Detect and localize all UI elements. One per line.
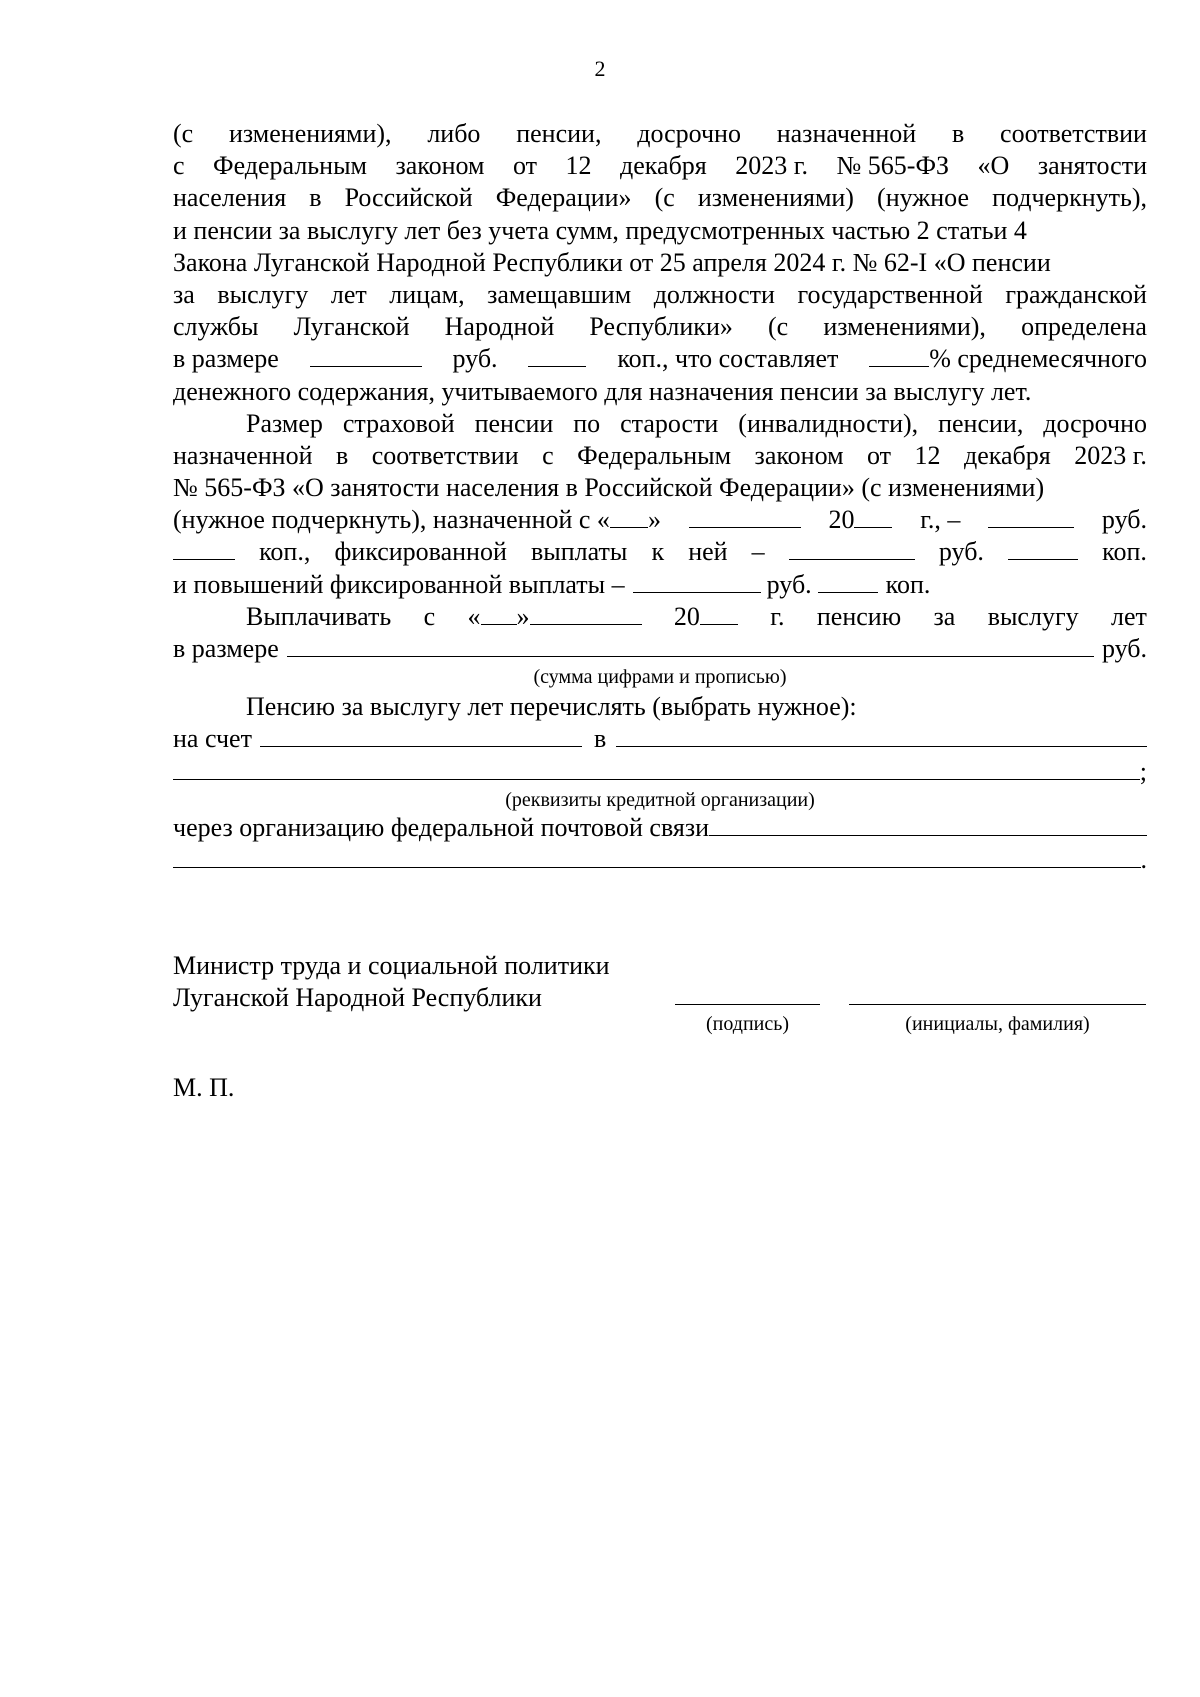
label-from: с bbox=[423, 601, 436, 631]
word: от bbox=[867, 440, 892, 470]
word: либо bbox=[427, 119, 481, 148]
bank-details-blank[interactable] bbox=[173, 757, 1140, 780]
label-service: выслугу bbox=[987, 601, 1079, 631]
paragraph-payout bbox=[173, 601, 1147, 689]
label-rub: руб. bbox=[766, 569, 812, 599]
word: лицам, bbox=[389, 279, 465, 309]
label-it: ней bbox=[688, 537, 728, 567]
word: законом bbox=[395, 151, 485, 181]
text-line bbox=[173, 279, 1147, 311]
word: с bbox=[542, 440, 554, 470]
word: лет bbox=[330, 279, 367, 309]
text-line bbox=[173, 182, 1147, 214]
word: (инвалидности), bbox=[738, 408, 919, 438]
paragraph-insurance-pension bbox=[173, 408, 1147, 601]
text-line-payout-date bbox=[173, 601, 1147, 633]
label-kop-makes: коп., что составляет bbox=[617, 344, 839, 374]
month-blank[interactable] bbox=[530, 602, 642, 625]
label-payment: выплаты bbox=[530, 537, 628, 567]
word: по bbox=[573, 408, 601, 438]
word: выслугу bbox=[217, 279, 309, 309]
label-increases: и повышений фиксированной выплаты – bbox=[173, 569, 625, 599]
label-quote-close: » bbox=[647, 505, 661, 535]
label-dash: – bbox=[751, 537, 765, 567]
account-number-blank[interactable] bbox=[260, 724, 582, 747]
word: старости bbox=[620, 408, 719, 438]
signature-caption: (подпись) bbox=[705, 1013, 790, 1035]
word: Федеральным bbox=[577, 440, 732, 470]
word: Федерации» bbox=[495, 183, 632, 213]
word: «О bbox=[977, 151, 1010, 181]
rub-blank[interactable] bbox=[988, 505, 1074, 528]
word: 12 bbox=[565, 151, 592, 181]
word: 2023 г. bbox=[1074, 440, 1147, 470]
text-line bbox=[173, 118, 1147, 150]
word: Республики» bbox=[589, 312, 733, 342]
year-blank[interactable] bbox=[700, 602, 738, 625]
text-line bbox=[173, 150, 1147, 182]
paragraph-transfer bbox=[173, 691, 1147, 876]
document-body bbox=[173, 118, 1147, 876]
word: (нужное bbox=[877, 183, 969, 213]
label-rub: руб. bbox=[452, 344, 498, 374]
label-period: . bbox=[1140, 844, 1147, 874]
word: изменениями), bbox=[823, 312, 986, 342]
word: населения bbox=[173, 183, 287, 213]
word: изменениями) bbox=[697, 183, 854, 213]
word: законом bbox=[754, 440, 844, 470]
month-blank[interactable] bbox=[689, 505, 801, 528]
text-line-content bbox=[246, 408, 1147, 440]
text-line-post bbox=[173, 812, 1147, 844]
label-year: г. bbox=[770, 601, 785, 631]
bank-name-blank[interactable] bbox=[616, 724, 1147, 747]
text-line-account bbox=[173, 723, 1147, 755]
word: замещавшим bbox=[487, 279, 632, 309]
fixed-kop-blank[interactable] bbox=[1008, 537, 1078, 560]
amount-blank[interactable] bbox=[287, 634, 1094, 657]
amount-caption: (сумма цифрами и прописью) bbox=[533, 666, 787, 689]
word: пенсии, bbox=[938, 408, 1024, 438]
label-kop: коп., bbox=[259, 537, 311, 567]
label-year-dash: г., – bbox=[920, 505, 961, 535]
stamp-place-mark: М. П. bbox=[173, 1073, 235, 1102]
label-kop: коп. bbox=[1102, 537, 1147, 567]
signatory-title-line2: Луганской Народной Республики bbox=[173, 983, 542, 1012]
bank-caption: (реквизиты кредитной организации) bbox=[505, 788, 815, 811]
word: соответствии bbox=[371, 440, 519, 470]
text-line bbox=[173, 691, 1147, 723]
text-line bbox=[173, 376, 1147, 408]
text-line-fixed-payment bbox=[173, 536, 1147, 568]
word: соответствии bbox=[1000, 119, 1147, 148]
text-line bbox=[173, 472, 1147, 504]
word: занятости bbox=[1037, 151, 1147, 181]
word: в bbox=[951, 119, 965, 148]
day-blank[interactable] bbox=[481, 602, 517, 625]
text-line-amount bbox=[173, 343, 1147, 375]
word: службы bbox=[173, 312, 259, 342]
word: декабря bbox=[963, 440, 1051, 470]
increase-rub-blank[interactable] bbox=[633, 570, 761, 593]
label-fixed: фиксированной bbox=[334, 537, 507, 567]
word: от bbox=[513, 151, 538, 181]
word: 12 bbox=[914, 440, 941, 470]
paragraph-pension-continuation bbox=[173, 118, 1147, 408]
label-rub: руб. bbox=[1101, 634, 1147, 663]
word: Размер bbox=[246, 408, 323, 438]
text-line-content: Пенсию за выслугу лет перечислять (выбрать нужное): bbox=[246, 692, 857, 722]
word: в bbox=[309, 183, 322, 213]
label-percent: % среднемесячного bbox=[929, 344, 1147, 374]
percent-blank[interactable] bbox=[869, 344, 929, 367]
word: в bbox=[335, 440, 349, 470]
label-pay: Выплачивать bbox=[246, 601, 392, 631]
text-line-content: денежного содержания, учитываемого для назначения пенсии за выслугу лет. bbox=[173, 376, 1032, 406]
word: (с bbox=[654, 183, 675, 213]
label-rub: руб. bbox=[938, 537, 984, 567]
label-in-amount: в размере bbox=[173, 344, 279, 374]
word: пенсии bbox=[474, 408, 554, 438]
label-semicolon: ; bbox=[1139, 756, 1147, 786]
label-years: лет bbox=[1111, 601, 1147, 631]
label-year-prefix: 20 bbox=[673, 601, 700, 631]
word: подчеркнуть), bbox=[992, 183, 1147, 213]
text-line-bank-details bbox=[173, 756, 1147, 788]
word: досрочно bbox=[637, 119, 741, 148]
text-line-increase bbox=[173, 569, 1147, 601]
word: государственной bbox=[797, 279, 983, 309]
text-line bbox=[173, 215, 1147, 247]
kop-blank[interactable] bbox=[173, 537, 235, 560]
year-blank[interactable] bbox=[854, 505, 892, 528]
word: пенсии, bbox=[516, 119, 602, 148]
increase-kop-blank[interactable] bbox=[818, 570, 878, 593]
word: Российской bbox=[344, 183, 473, 213]
word: Луганской bbox=[293, 312, 410, 342]
word: Федеральным bbox=[213, 151, 367, 181]
label-to: к bbox=[651, 537, 665, 567]
label-to-account: на счет bbox=[173, 724, 252, 754]
label-quote-close: » bbox=[516, 601, 530, 631]
post-office-blank[interactable] bbox=[709, 813, 1147, 836]
signatory-title-line1: Министр труда и социальной политики bbox=[173, 951, 610, 980]
kop-blank[interactable] bbox=[528, 344, 586, 367]
word: должности bbox=[653, 279, 775, 309]
label-year-prefix: 20 bbox=[828, 505, 855, 535]
word: № 565-ФЗ bbox=[836, 151, 950, 181]
fixed-rub-blank[interactable] bbox=[789, 537, 915, 560]
text-line bbox=[173, 440, 1147, 472]
word: страховой bbox=[342, 408, 455, 438]
word: (с bbox=[768, 312, 789, 342]
label-pension: пенсию bbox=[816, 601, 902, 631]
name-caption: (инициалы, фамилия) bbox=[905, 1013, 1090, 1035]
word: с bbox=[173, 151, 185, 181]
word: Народной bbox=[444, 312, 555, 342]
word: 2023 г. bbox=[735, 151, 808, 181]
text-line bbox=[173, 247, 1147, 279]
name-blank[interactable] bbox=[849, 1004, 1146, 1005]
word: декабря bbox=[620, 151, 707, 181]
rub-blank[interactable] bbox=[310, 344, 422, 367]
word: изменениями), bbox=[228, 119, 392, 148]
signature-blank[interactable] bbox=[675, 1004, 820, 1005]
post-office-details-blank[interactable] bbox=[173, 845, 1141, 868]
text-line-content: № 565-ФЗ «О занятости населения в Российской Федерации» (с изменениями) bbox=[173, 473, 1045, 503]
text-line bbox=[173, 311, 1147, 343]
label-rub: руб. bbox=[1101, 505, 1147, 535]
word: назначенной bbox=[776, 119, 917, 148]
label-kop: коп. bbox=[885, 569, 931, 599]
text-line-content: и пенсии за выслугу лет без учета сумм, предусмотренных частью 2 статьи 4 bbox=[173, 215, 1027, 245]
label-in-amount: в размере bbox=[173, 634, 279, 663]
label-assigned-from: (нужное подчеркнуть), назначенной с « bbox=[173, 505, 610, 535]
word: определена bbox=[1021, 312, 1147, 342]
day-blank[interactable] bbox=[610, 505, 648, 528]
word: досрочно bbox=[1043, 408, 1147, 438]
word: назначенной bbox=[173, 440, 313, 470]
label-in: в bbox=[593, 724, 607, 754]
word: за bbox=[173, 279, 195, 309]
text-line-content: Закона Луганской Народной Республики от 25 апреля 2024 г. № 62-I «О пенсии bbox=[173, 247, 1051, 277]
word: гражданской bbox=[1005, 279, 1147, 309]
page-number: 2 bbox=[594, 56, 606, 81]
label-post-office: через организацию федеральной почтовой связи bbox=[173, 812, 710, 842]
text-line bbox=[173, 408, 1147, 440]
text-line-payout-amount bbox=[173, 633, 1147, 665]
label-for: за bbox=[933, 601, 956, 631]
label-quote-open: « bbox=[467, 601, 481, 631]
word: (с bbox=[173, 119, 194, 148]
text-line-post-details bbox=[173, 844, 1147, 876]
text-line-date bbox=[173, 504, 1147, 536]
